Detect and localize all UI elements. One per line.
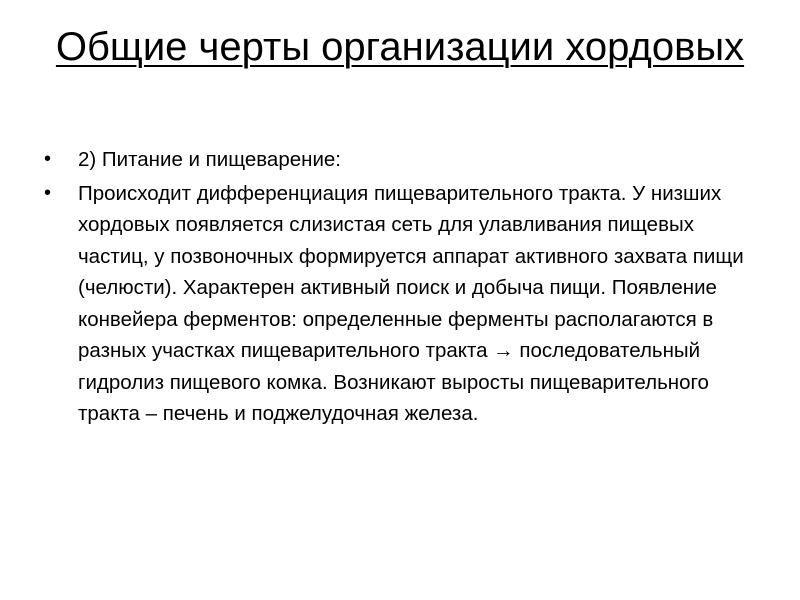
bullet-dot-icon: • <box>44 181 52 204</box>
bullet-text: Происходит дифференциация пищеварительного тракта. У низших хордовых появляется слизистая сеть для улавливания пищевых частиц, у позвоночных формируется аппарат активного захвата пищи (челюсти). Характерен активный поиск и добыча пищи. Появление конвейера ферментов: определенные ферменты располагаются в разных участках пищеварительного тракта → последовательный гидролиз пищевого комка. Возникают выросты пищеварительного тракта – печень и поджелудочная железа. <box>78 181 744 425</box>
bullet-item-digestive-tract <box>40 178 770 430</box>
slide-title: Общие черты организации хордовых <box>55 25 745 69</box>
bullet-list <box>40 144 770 432</box>
bullet-text: 2) Питание и пищеварение: <box>78 148 342 171</box>
bullet-dot-icon: • <box>44 148 52 170</box>
bullet-item-nutrition <box>40 144 770 176</box>
